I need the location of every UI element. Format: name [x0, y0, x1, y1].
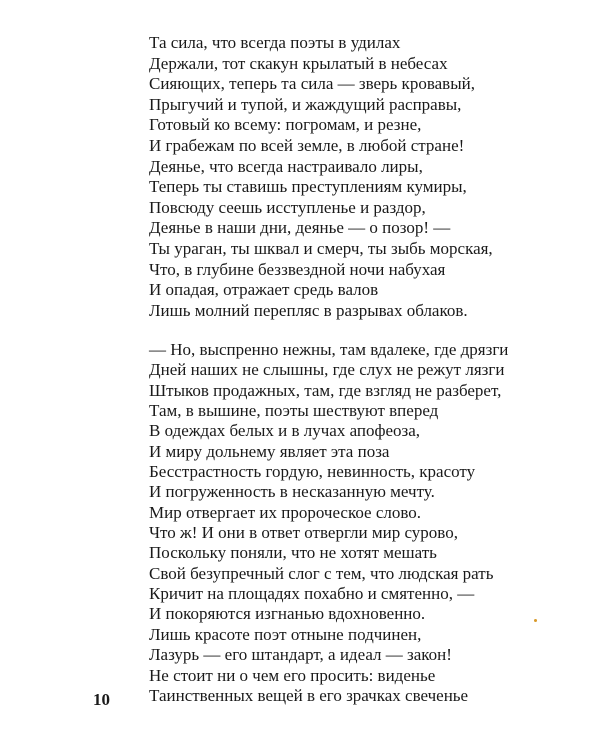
poem-line: Свой безупречный слог с тем, что людская рать: [149, 563, 494, 583]
poem-line: Дней наших не слышны, где слух не режут лязги: [149, 360, 505, 380]
poem-line: Деянье в наши дни, деянье — о позор! —: [149, 218, 451, 238]
poem-line: Сияющих, теперь та сила — зверь кровавый,: [149, 74, 475, 94]
poem-line: И опадая, отражает средь валов: [149, 280, 379, 300]
poem-line: И покоряются изгнанью вдохновенно.: [149, 604, 426, 624]
poem-line: Поскольку поняли, что не хотят мешать: [149, 543, 437, 563]
poem-line: Лишь молний перепляс в разрывах облаков.: [149, 300, 468, 320]
ink-speck: [534, 619, 537, 622]
poem-line: Штыков продажных, там, где взгляд не разберет,: [149, 380, 502, 400]
poem-line: Кричит на площадях похабно и смятенно, —: [149, 584, 475, 604]
poem-line: Там, в вышине, поэты шествуют вперед: [149, 401, 439, 421]
poem-line: Ты ураган, ты шквал и смерч, ты зыбь морская,: [149, 238, 493, 258]
poem-line: В одеждах белых и в лучах апофеоза,: [149, 421, 421, 441]
poem-line: Деянье, что всегда настраивало лиры,: [149, 156, 423, 176]
poem-stanza-1: [149, 33, 569, 321]
poem-line: Мир отвергает их пророческое слово.: [149, 502, 422, 522]
poem-line: И миру дольнему являет эта поза: [149, 441, 390, 461]
poem-line: Лазурь — его штандарт, а идеал — закон!: [149, 645, 452, 665]
poem-line: И грабежам по всей земле, в любой стране!: [149, 135, 465, 155]
poem-line: Лишь красоте поэт отныне подчинен,: [149, 624, 422, 644]
poem-line: Теперь ты ставишь преступлениям кумиры,: [149, 177, 467, 197]
poem-line: Таинственных вещей в его зрачках свеченье: [149, 685, 469, 705]
poem-line: Прыгучий и тупой, и жаждущий расправы,: [149, 94, 462, 114]
poem-line: Держали, тот скакун крылатый в небесах: [149, 53, 448, 73]
poem-line: Бесстрастность гордую, невинность, красоту: [149, 462, 476, 482]
page-number: 10: [93, 690, 110, 709]
poem-line: Что ж! И они в ответ отвергли мир сурово,: [149, 523, 458, 543]
poem-line: Повсюду сеешь исступленье и раздор,: [149, 197, 426, 217]
poem-line: Что, в глубине беззвездной ночи набухая: [149, 259, 446, 279]
poem-line: Та сила, что всегда поэты в удилах: [149, 33, 401, 52]
poem-stanza-2: [149, 340, 569, 706]
poem-line: — Но, выспренно нежны, там вдалеке, где дрязги: [149, 340, 509, 359]
poem-line: Не стоит ни о чем его просить: виденье: [149, 665, 436, 685]
poem-line: Готовый ко всему: погромам, и резне,: [149, 115, 422, 135]
poem-line: И погруженность в несказанную мечту.: [149, 482, 435, 502]
